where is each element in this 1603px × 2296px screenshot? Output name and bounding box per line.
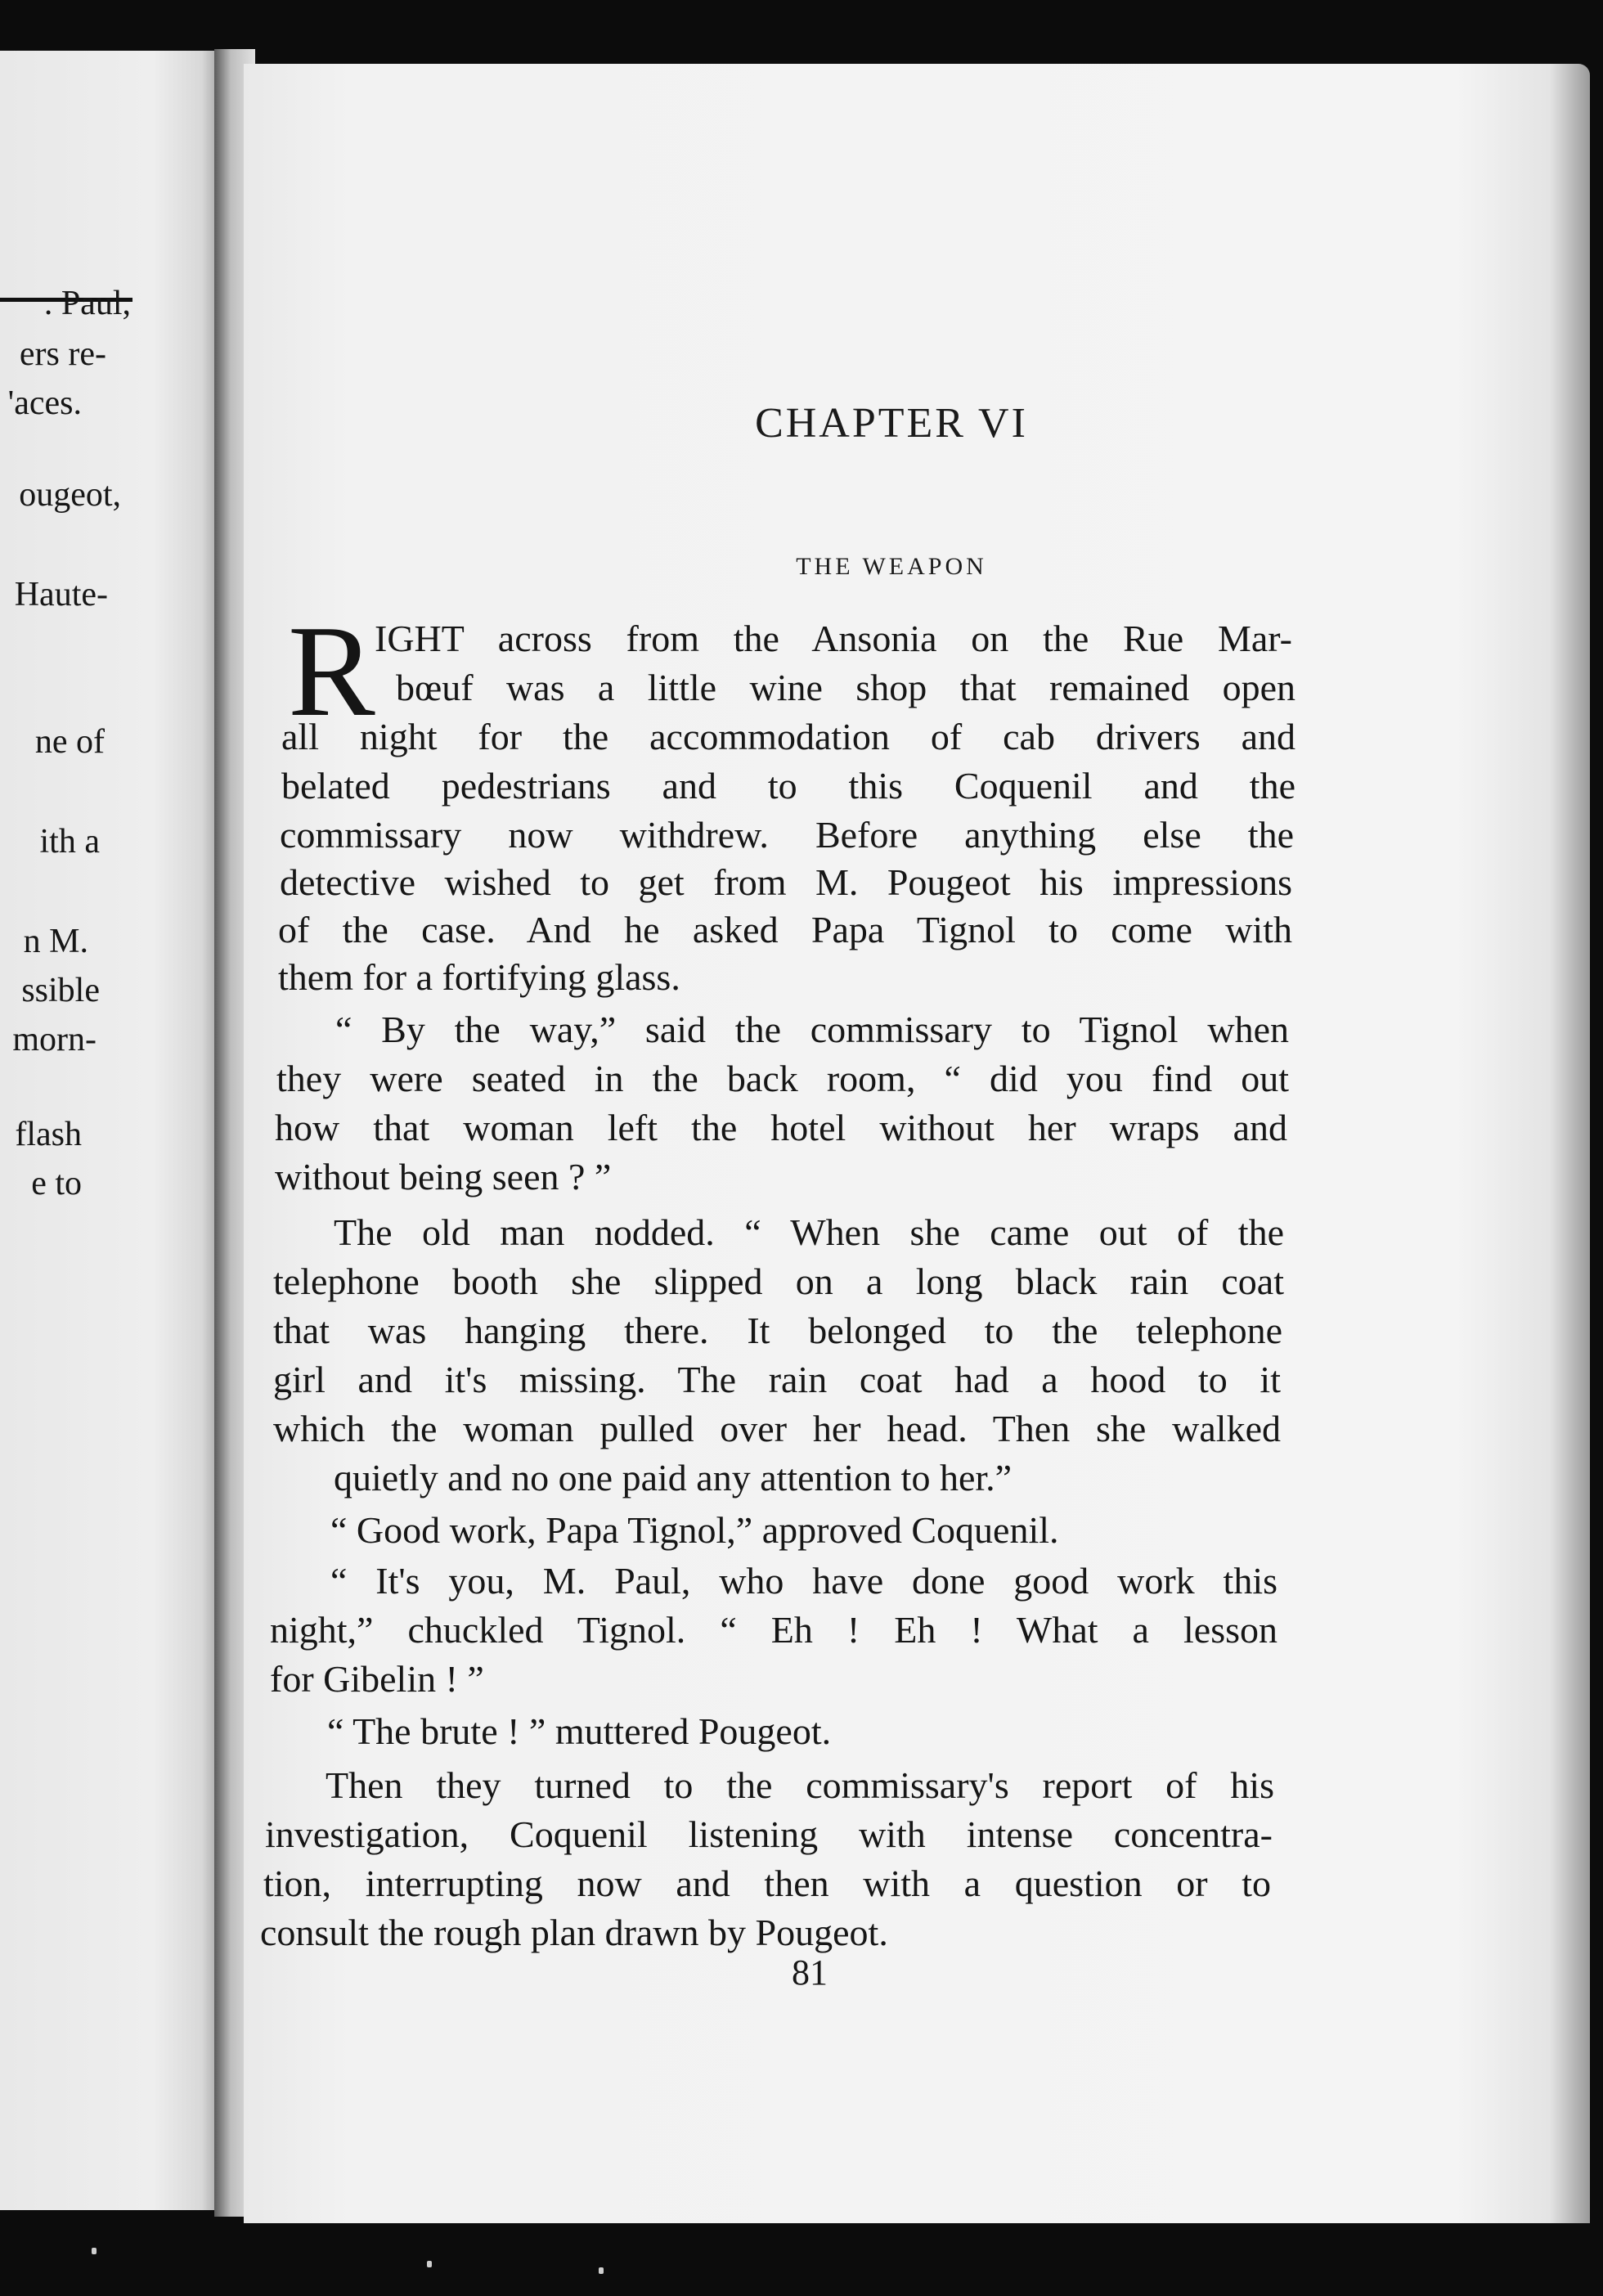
text-line-15: that was hanging there. It belonged to the telephone	[273, 1310, 1282, 1351]
text-line-12: without being seen ? ”	[275, 1156, 612, 1197]
left-line-4: ougeot,	[19, 476, 121, 514]
drop-cap: R	[288, 598, 375, 744]
text-line-22: for Gibelin ! ”	[270, 1658, 484, 1700]
left-line-12: e to	[31, 1165, 82, 1202]
left-line-6: ne of	[34, 723, 105, 761]
text-line-24: Then they turned to the commissary's report of his	[326, 1764, 1274, 1806]
previous-page	[0, 51, 219, 2210]
left-line-9: ssible	[21, 972, 100, 1009]
left-line-10: morn-	[12, 1021, 97, 1058]
text-line-4: belated pedestrians and to this Coquenil and the	[281, 765, 1295, 807]
scan-speck	[427, 2261, 432, 2267]
text-line-25: investigation, Coquenil listening with intense concentra-	[265, 1813, 1273, 1855]
text-line-23: “ The brute ! ” muttered Pougeot.	[327, 1710, 832, 1752]
left-line-3: 'aces.	[7, 384, 82, 422]
text-line-2: bœuf was a little wine shop that remained open	[396, 667, 1295, 708]
text-line-20: “ It's you, M. Paul, who have done good work this	[330, 1560, 1277, 1602]
left-line-8: n M.	[23, 923, 88, 960]
left-line-1: . Paul,	[43, 285, 131, 322]
text-line-10: they were seated in the back room, “ did you find out	[276, 1058, 1289, 1099]
text-line-9: “ By the way,” said the commissary to Tignol when	[335, 1009, 1289, 1050]
chapter-subtitle: THE WEAPON	[796, 553, 987, 580]
text-line-6: detective wished to get from M. Pougeot his impressions	[280, 861, 1292, 903]
text-line-13: The old man nodded. “ When she came out of the	[334, 1211, 1284, 1253]
left-line-7: ith a	[39, 823, 100, 860]
text-line-11: how that woman left the hotel without her wraps and	[275, 1107, 1287, 1148]
scan-speck	[599, 2267, 604, 2274]
text-line-3: all night for the accommodation of cab drivers and	[281, 716, 1295, 757]
text-line-5: commissary now withdrew. Before anything else the	[280, 814, 1294, 856]
text-line-14: telephone booth she slipped on a long black rain coat	[273, 1260, 1284, 1302]
page-number: 81	[792, 1952, 828, 1993]
text-line-21: night,” chuckled Tignol. “ Eh ! Eh ! What a lesson	[270, 1609, 1277, 1651]
scan-speck	[92, 2248, 97, 2254]
text-line-1: IGHT across from the Ansonia on the Rue Mar-	[375, 618, 1292, 659]
chapter-heading: CHAPTER VI	[755, 400, 1028, 447]
text-line-18: quietly and no one paid any attention to her.”	[334, 1457, 1013, 1498]
text-line-17: which the woman pulled over her head. Then she walked	[273, 1408, 1281, 1449]
text-line-8: them for a fortifying glass.	[278, 956, 680, 998]
left-line-11: flash	[15, 1116, 82, 1153]
text-line-16: girl and it's missing. The rain coat had a hood to it	[273, 1359, 1281, 1400]
text-line-27: consult the rough plan drawn by Pougeot.	[260, 1912, 888, 1953]
left-line-5: Haute-	[14, 576, 108, 613]
left-line-2: ers re-	[19, 335, 106, 373]
text-line-7: of the case. And he asked Papa Tignol to come with	[278, 909, 1292, 950]
text-line-26: tion, interrupting now and then with a question or to	[263, 1862, 1271, 1904]
text-line-19: “ Good work, Papa Tignol,” approved Coquenil.	[330, 1509, 1059, 1551]
